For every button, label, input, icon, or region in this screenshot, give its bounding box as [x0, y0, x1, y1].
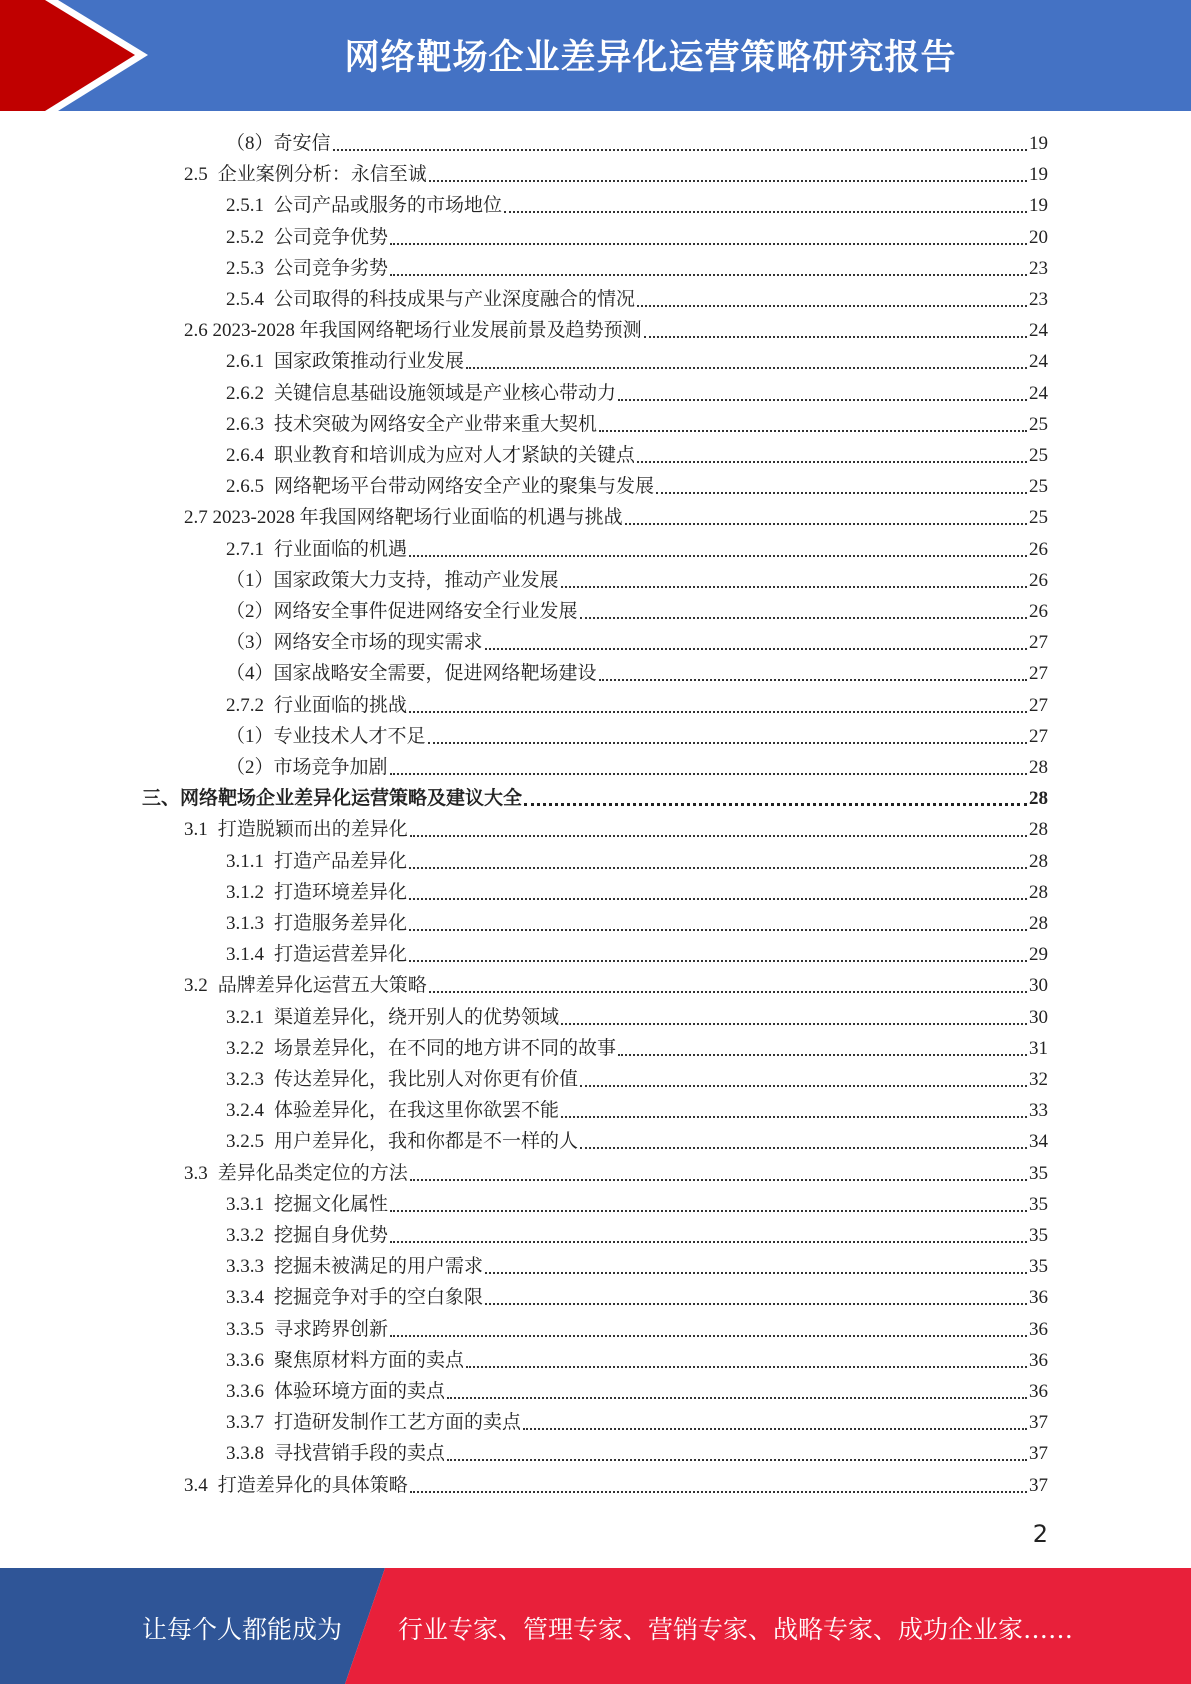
toc-entry-title: 体验环境方面的卖点	[274, 1381, 446, 1402]
toc-entry-title: 挖掘竞争对手的空白象限	[274, 1287, 484, 1308]
toc-entry-number: 2.7.1	[226, 539, 264, 560]
toc-entry-page: 36	[1029, 1287, 1048, 1308]
toc-dot-leader	[466, 1366, 1027, 1368]
toc-entry-title: 2.6 2023-2028 年我国网络靶场行业发展前景及趋势预测	[184, 320, 642, 341]
toc-dot-leader	[390, 773, 1027, 775]
toc-entry-number: 3.3.3	[226, 1256, 264, 1277]
toc-entry-title: 三、网络靶场企业差异化运营策略及建议大全	[142, 788, 523, 809]
toc-dot-leader	[580, 1147, 1027, 1149]
toc-dot-leader	[504, 211, 1027, 213]
toc-dot-leader	[333, 149, 1027, 151]
toc-entry-title: 打造服务差异化	[274, 913, 408, 934]
toc-entry-title: 体验差异化，在我这里你欲罢不能	[274, 1100, 560, 1121]
toc-entry[interactable]	[226, 594, 1048, 625]
toc-entry[interactable]	[226, 625, 1048, 656]
toc-entry-page: 26	[1029, 539, 1048, 560]
toc-entry-title: 网络靶场平台带动网络安全产业的聚集与发展	[274, 476, 655, 497]
toc-entry-page: 19	[1029, 195, 1048, 216]
toc-entry-title: 挖掘未被满足的用户需求	[274, 1256, 484, 1277]
toc-entry[interactable]	[226, 469, 1048, 500]
toc-entry[interactable]	[226, 407, 1048, 438]
toc-entry[interactable]	[226, 1062, 1048, 1093]
toc-entry-title: 公司取得的科技成果与产业深度融合的情况	[274, 289, 636, 310]
toc-entry-number: 2.7.2	[226, 695, 264, 716]
toc-entry-number: 3.2.5	[226, 1131, 264, 1152]
toc-dot-leader	[485, 1272, 1027, 1274]
toc-dot-leader	[580, 617, 1027, 619]
toc-dot-leader	[409, 867, 1027, 869]
toc-dot-leader	[561, 1116, 1027, 1118]
toc-entry[interactable]	[184, 968, 1048, 999]
toc-entry-number: 3.3.6	[226, 1350, 264, 1371]
toc-entry-title: 打造研发制作工艺方面的卖点	[274, 1412, 522, 1433]
toc-entry[interactable]	[184, 157, 1048, 188]
toc-dot-leader	[580, 1085, 1027, 1087]
toc-entry-title: 打造脱颖而出的差异化	[217, 819, 408, 840]
toc-entry[interactable]	[226, 844, 1048, 875]
toc-entry-page: 35	[1029, 1163, 1048, 1184]
toc-entry-page: 31	[1029, 1038, 1048, 1059]
toc-entry-page: 36	[1029, 1319, 1048, 1340]
toc-entry-number: 3.2	[184, 975, 208, 996]
toc-entry-page: 26	[1029, 570, 1048, 591]
toc-entry-title: （4）国家战略安全需要，促进网络靶场建设	[226, 663, 597, 684]
toc-entry-title: 聚焦原材料方面的卖点	[274, 1350, 465, 1371]
toc-entry-number: 3.2.2	[226, 1038, 264, 1059]
toc-entry-number: 2.5	[184, 164, 208, 185]
toc-entry-page: 28	[1029, 851, 1048, 872]
toc-entry-page: 27	[1029, 726, 1048, 747]
toc-entry-number: 3.4	[184, 1475, 208, 1496]
toc-dot-leader	[390, 1335, 1027, 1337]
toc-entry-title: （3）网络安全市场的现实需求	[226, 632, 483, 653]
toc-entry[interactable]	[226, 937, 1048, 968]
toc-dot-leader	[409, 898, 1027, 900]
toc-entry-page: 24	[1029, 320, 1048, 341]
toc-entry-page: 27	[1029, 663, 1048, 684]
toc-entry[interactable]	[184, 1156, 1048, 1187]
toc-entry-title: 挖掘文化属性	[274, 1194, 389, 1215]
toc-entry-title: 公司竞争优势	[274, 227, 389, 248]
toc-entry[interactable]	[226, 1343, 1048, 1374]
toc-entry[interactable]	[226, 1031, 1048, 1062]
toc-entry-title: （2）市场竞争加剧	[226, 757, 388, 778]
toc-entry-number: 3.2.1	[226, 1007, 264, 1028]
toc-entry-number: 3.1.3	[226, 913, 264, 934]
toc-entry-page: 28	[1029, 788, 1048, 809]
toc-entry-title: 2.7 2023-2028 年我国网络靶场行业面临的机遇与挑战	[184, 507, 623, 528]
toc-entry-number: 2.5.4	[226, 289, 264, 310]
toc-dot-leader	[656, 492, 1027, 494]
toc-entry-page: 28	[1029, 882, 1048, 903]
toc-entry-number: 2.5.1	[226, 195, 264, 216]
toc-entry-page: 36	[1029, 1381, 1048, 1402]
toc-entry-title: 职业教育和培训成为应对人才紧缺的关键点	[274, 445, 636, 466]
toc-entry-page: 34	[1029, 1131, 1048, 1152]
toc-entry[interactable]	[226, 875, 1048, 906]
toc-entry-page: 35	[1029, 1194, 1048, 1215]
toc-dot-leader	[390, 1241, 1027, 1243]
toc-dot-leader	[561, 586, 1027, 588]
toc-entry-number: 2.5.2	[226, 227, 264, 248]
toc-dot-leader	[409, 555, 1027, 557]
toc-entry-number: 3.3.2	[226, 1225, 264, 1246]
toc-entry[interactable]	[226, 1218, 1048, 1249]
toc-entry[interactable]	[226, 220, 1048, 251]
toc-entry-title: 行业面临的挑战	[274, 695, 408, 716]
toc-entry[interactable]	[226, 1405, 1048, 1436]
toc-dot-leader	[428, 742, 1027, 744]
toc-entry-title: （2）网络安全事件促进网络安全行业发展	[226, 601, 578, 622]
toc-dot-leader	[637, 305, 1027, 307]
toc-entry-title: 公司产品或服务的市场地位	[274, 195, 503, 216]
toc-entry[interactable]	[226, 906, 1048, 937]
toc-entry-title: 打造环境差异化	[274, 882, 408, 903]
toc-entry-number: 2.6.1	[226, 351, 264, 372]
footer-slogan-right: 行业专家、管理专家、营销专家、战略专家、成功企业家……	[398, 1615, 1074, 1644]
toc-entry-page: 25	[1029, 445, 1048, 466]
toc-entry-page: 23	[1029, 289, 1048, 310]
toc-entry-title: 行业面临的机遇	[274, 539, 408, 560]
toc-entry-page: 24	[1029, 351, 1048, 372]
toc-entry[interactable]	[226, 563, 1048, 594]
toc-entry-page: 33	[1029, 1100, 1048, 1121]
toc-entry[interactable]	[226, 1280, 1048, 1311]
toc-entry-number: 3.3.1	[226, 1194, 264, 1215]
toc-entry-page: 28	[1029, 757, 1048, 778]
toc-entry-page: 19	[1029, 133, 1048, 154]
toc-dot-leader	[409, 960, 1027, 962]
toc-entry-page: 27	[1029, 632, 1048, 653]
toc-entry-title: 打造产品差异化	[274, 851, 408, 872]
toc-entry-page: 36	[1029, 1350, 1048, 1371]
toc-entry[interactable]	[226, 344, 1048, 375]
toc-entry[interactable]	[226, 1000, 1048, 1031]
report-title: 网络靶场企业差异化运营策略研究报告	[344, 38, 957, 78]
toc-entry-page: 25	[1029, 507, 1048, 528]
toc-entry-number: 3.3.5	[226, 1319, 264, 1340]
toc-entry-title: 打造差异化的具体策略	[217, 1475, 408, 1496]
toc-entry-page: 28	[1029, 913, 1048, 934]
toc-entry-page: 23	[1029, 258, 1048, 279]
toc-dot-leader	[523, 1428, 1027, 1430]
toc-entry[interactable]	[226, 376, 1048, 407]
toc-dot-leader	[429, 180, 1027, 182]
toc-entry-title: 品牌差异化运营五大策略	[217, 975, 427, 996]
toc-dot-leader	[429, 991, 1027, 993]
toc-entry-number: 3.3.8	[226, 1443, 264, 1464]
toc-entry-page: 25	[1029, 414, 1048, 435]
toc-entry-number: 2.6.4	[226, 445, 264, 466]
toc-entry-number: 3.1.2	[226, 882, 264, 903]
toc-entry-page: 32	[1029, 1069, 1048, 1090]
toc-entry[interactable]	[226, 188, 1048, 219]
toc-entry-title: 传达差异化，我比别人对你更有价值	[274, 1069, 579, 1090]
toc-entry-title: 挖掘自身优势	[274, 1225, 389, 1246]
toc-entry[interactable]	[184, 500, 1048, 531]
toc-dot-leader	[409, 929, 1027, 931]
toc-dot-leader	[524, 803, 1027, 806]
toc-entry-title: 技术突破为网络安全产业带来重大契机	[274, 414, 598, 435]
toc-entry-number: 3.1.1	[226, 851, 264, 872]
toc-entry-title: 公司竞争劣势	[274, 258, 389, 279]
toc-entry[interactable]	[226, 438, 1048, 469]
toc-entry-page: 35	[1029, 1225, 1048, 1246]
toc-entry-page: 37	[1029, 1412, 1048, 1433]
toc-entry-title: 差异化品类定位的方法	[217, 1163, 408, 1184]
toc-entry-number: 2.6.3	[226, 414, 264, 435]
toc-dot-leader	[409, 711, 1027, 713]
toc-entry-page: 26	[1029, 601, 1048, 622]
toc-dot-leader	[447, 1459, 1027, 1461]
toc-entry[interactable]	[226, 126, 1048, 157]
toc-entry-number: 3.3.7	[226, 1412, 264, 1433]
toc-dot-leader	[599, 679, 1027, 681]
footer-slogan-left: 让每个人都能成为	[142, 1615, 343, 1644]
toc-dot-leader	[644, 336, 1027, 338]
toc-entry-number: 3.3.4	[226, 1287, 264, 1308]
toc-entry-title: 寻求跨界创新	[274, 1319, 389, 1340]
toc-entry-number: 2.5.3	[226, 258, 264, 279]
toc-entry-number: 3.3	[184, 1163, 208, 1184]
toc-entry-page: 19	[1029, 164, 1048, 185]
toc-entry-page: 20	[1029, 227, 1048, 248]
toc-entry[interactable]	[226, 1093, 1048, 1124]
toc-dot-leader	[618, 1054, 1027, 1056]
toc-dot-leader	[410, 1491, 1027, 1493]
toc-entry[interactable]	[226, 282, 1048, 313]
toc-entry[interactable]	[184, 313, 1048, 344]
toc-entry-title: （1）国家政策大力支持，推动产业发展	[226, 570, 559, 591]
toc-dot-leader	[390, 243, 1027, 245]
toc-entry[interactable]	[184, 1468, 1048, 1499]
toc-dot-leader	[599, 430, 1027, 432]
toc-entry-number: 3.2.3	[226, 1069, 264, 1090]
toc-entry[interactable]	[226, 1124, 1048, 1155]
toc-entry[interactable]	[226, 1187, 1048, 1218]
toc-entry[interactable]	[226, 1312, 1048, 1343]
toc-entry-title: 用户差异化，我和你都是不一样的人	[274, 1131, 579, 1152]
toc-dot-leader	[618, 399, 1027, 401]
toc-entry[interactable]	[142, 781, 1048, 812]
toc-dot-leader	[485, 648, 1027, 650]
toc-entry[interactable]	[226, 1436, 1048, 1467]
toc-entry-page: 29	[1029, 944, 1048, 965]
toc-entry[interactable]	[226, 750, 1048, 781]
toc-entry-title: 企业案例分析：永信至诚	[217, 164, 427, 185]
toc-entry-title: 渠道差异化，绕开别人的优势领域	[274, 1007, 560, 1028]
toc-entry-title: 打造运营差异化	[274, 944, 408, 965]
page-number: 2	[1032, 1520, 1048, 1548]
toc-entry-page: 30	[1029, 975, 1048, 996]
page-footer	[0, 1568, 1191, 1684]
toc-entry-page: 35	[1029, 1256, 1048, 1277]
toc-entry-number: 3.1.4	[226, 944, 264, 965]
toc-entry[interactable]	[226, 1374, 1048, 1405]
toc-entry[interactable]	[226, 688, 1048, 719]
toc-entry-number: 2.6.5	[226, 476, 264, 497]
toc-dot-leader	[466, 367, 1027, 369]
toc-entry-title: 场景差异化，在不同的地方讲不同的故事	[274, 1038, 617, 1059]
toc-entry-title: （8）奇安信	[226, 133, 331, 154]
toc-dot-leader	[625, 523, 1027, 525]
toc-entry-page: 27	[1029, 695, 1048, 716]
toc-dot-leader	[410, 1179, 1027, 1181]
toc-entry-number: 3.3.6	[226, 1381, 264, 1402]
toc-entry-number: 3.2.4	[226, 1100, 264, 1121]
toc-dot-leader	[561, 1023, 1027, 1025]
toc-entry[interactable]	[226, 532, 1048, 563]
toc-entry-title: （1）专业技术人才不足	[226, 726, 426, 747]
toc-entry[interactable]	[226, 251, 1048, 282]
toc-entry-page: 28	[1029, 819, 1048, 840]
toc-entry-title: 关键信息基础设施领域是产业核心带动力	[274, 383, 617, 404]
toc-dot-leader	[390, 1210, 1027, 1212]
toc-dot-leader	[637, 461, 1027, 463]
toc-dot-leader	[485, 1303, 1027, 1305]
toc-entry-number: 2.6.2	[226, 383, 264, 404]
toc-entry[interactable]	[226, 1249, 1048, 1280]
toc-entry-title: 寻找营销手段的卖点	[274, 1443, 446, 1464]
toc-entry[interactable]	[226, 719, 1048, 750]
toc-entry-page: 37	[1029, 1475, 1048, 1496]
toc-entry-page: 30	[1029, 1007, 1048, 1028]
toc-entry[interactable]	[226, 656, 1048, 687]
toc-entry-number: 3.1	[184, 819, 208, 840]
toc-entry-title: 国家政策推动行业发展	[274, 351, 465, 372]
toc-entry-page: 37	[1029, 1443, 1048, 1464]
toc-entry-page: 24	[1029, 383, 1048, 404]
toc-dot-leader	[410, 835, 1027, 837]
toc-dot-leader	[390, 274, 1027, 276]
toc-entry-page: 25	[1029, 476, 1048, 497]
page-header	[0, 0, 1191, 111]
toc-dot-leader	[447, 1397, 1027, 1399]
toc-entry[interactable]	[184, 812, 1048, 843]
